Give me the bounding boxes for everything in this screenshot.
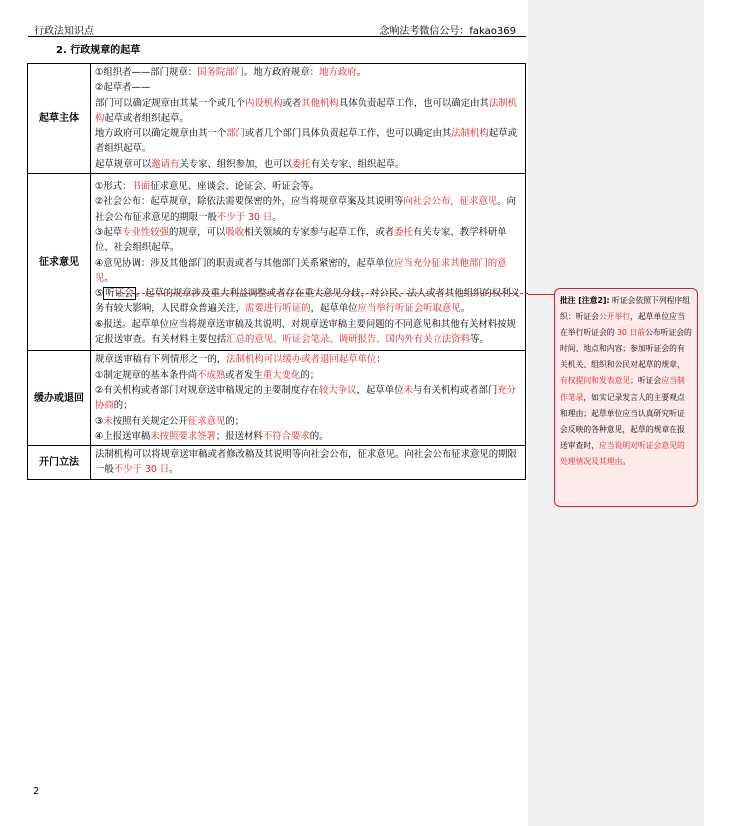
section-title: 2. 行政规章的起草 <box>56 45 141 56</box>
comment-connector-dashed <box>117 293 528 294</box>
comment-balloon[interactable]: 批注 [注意2]: 听证会依照下列程序组织：听证会公开举行，起草单位应当在举行听证会的 30 日前公布听证会的时间、地点和内容；参加听证会的有关机关、组织和公民对起草的规章，有权提问和发表意见；听证会应当制作笔录，如实记录发言人的主要观点和理由；起草单位应当认真研究听证会反映的各种意见，起草的规章在报送审查时，应当说明对听证会意见的处理情况及其理由。 <box>554 288 698 507</box>
list-item: ④意见协调：涉及其他部门的职责或者与其他部门关系紧密的，起草单位应当充分征求其他部门的意见。 <box>95 257 507 284</box>
list-item: ⑥报送。起草单位应当将规章送审稿及其说明、对规章送审稿主要问题的不同意见和其他有关材料按规定报送审查。有关材料主要包括汇总的意见、听证会笔录、调研报告、国内外有关立法资料等。 <box>95 318 516 346</box>
row-body-qicao <box>91 64 526 174</box>
comment-connector <box>528 294 554 295</box>
row-body-kaimen <box>91 446 526 480</box>
header-right-title: 念响法考微信公号：fakao369 <box>379 26 516 37</box>
header-rule <box>28 36 526 37</box>
table-row-kaimen <box>28 446 526 480</box>
list-item: 地方政府可以确定规章由其一个部门或者几个部门具体负责起草工作，也可以确定由其法制机构起草或者组织起草。 <box>95 128 517 155</box>
list-item: 规章送审稿有下列情形之一的，法制机构可以缓办或者退回起草单位： <box>95 354 386 366</box>
row-head-zhengqiu: 征求意见 <box>28 174 91 351</box>
table-row-huanban <box>28 351 526 446</box>
list-item: ①制定规章的基本条件尚不成熟或者发生重大变化的； <box>95 369 320 381</box>
list-item: ①形式：书面征求意见、座谈会、论证会、听证会等。 <box>95 181 320 193</box>
page-number: 2 <box>33 786 40 797</box>
list-item: 起草规章可以邀请有关专家、组织参加，也可以委托有关专家、组织起草。 <box>95 158 405 170</box>
list-item: ②社会公布：起草规章，除依法需要保密的外，应当将规章草案及其说明等向社会公布，征求意见。向社会公布征求意见的期限一般不少于 30 日。 <box>95 196 516 223</box>
right-gutter <box>704 0 744 826</box>
header-left-title: 行政法知识点 <box>34 26 94 37</box>
list-item: ②有关机构或者部门对规章送审稿规定的主要制度存在较大争议，起草单位未与有关机构或者部门充分协商的； <box>95 384 516 412</box>
list-item: ②起草者—— <box>95 82 151 94</box>
list-item: ④上报送审稿未按照要求签署；报送材料不符合要求的。 <box>95 430 329 442</box>
row-head-qicao: 起草主体 <box>28 64 91 174</box>
comment-label: 批注 [注意2]: <box>560 296 610 305</box>
list-item: 法制机构可以将规章送审稿或者修改稿及其说明等向社会公布，征求意见。向社会公布征求意见的期限一般不少于 30 日。 <box>95 449 517 476</box>
list-item: 部门可以确定规章由其某一个或几个内设机构或者其他机构具体负责起草工作，也可以确定由其法制机构起草或者组织起草。 <box>95 97 517 124</box>
row-body-zhengqiu <box>91 174 526 351</box>
list-item: ①组织者——部门规章：国务院部门。地方政府规章：地方政府。 <box>95 67 366 78</box>
list-item: ③起草专业性较强的规章，可以吸收相关领域的专家参与起草工作，或者委托有关专家、教学科研单位、社会组织起草。 <box>95 226 507 254</box>
list-item: ⑤ 听证会 。起草的规章涉及重大利益调整或者存在重大意见分歧，对公民、法人或者其他组织的权利义务有较大影响，人民群众普遍关注，需要进行听证的，起草单位应当举行听证会听取意见。 <box>95 288 520 315</box>
row-head-kaimen: 开门立法 <box>28 446 91 480</box>
row-body-huanban <box>91 351 526 446</box>
comment-anchor[interactable]: 听证会 <box>105 288 134 300</box>
content-table <box>27 63 526 480</box>
table-row-qicao <box>28 64 526 174</box>
row-head-huanban: 缓办或退回 <box>28 351 91 446</box>
list-item: ③未按照有关规定公开征求意见的； <box>95 415 245 427</box>
table-row-zhengqiu <box>28 174 526 351</box>
